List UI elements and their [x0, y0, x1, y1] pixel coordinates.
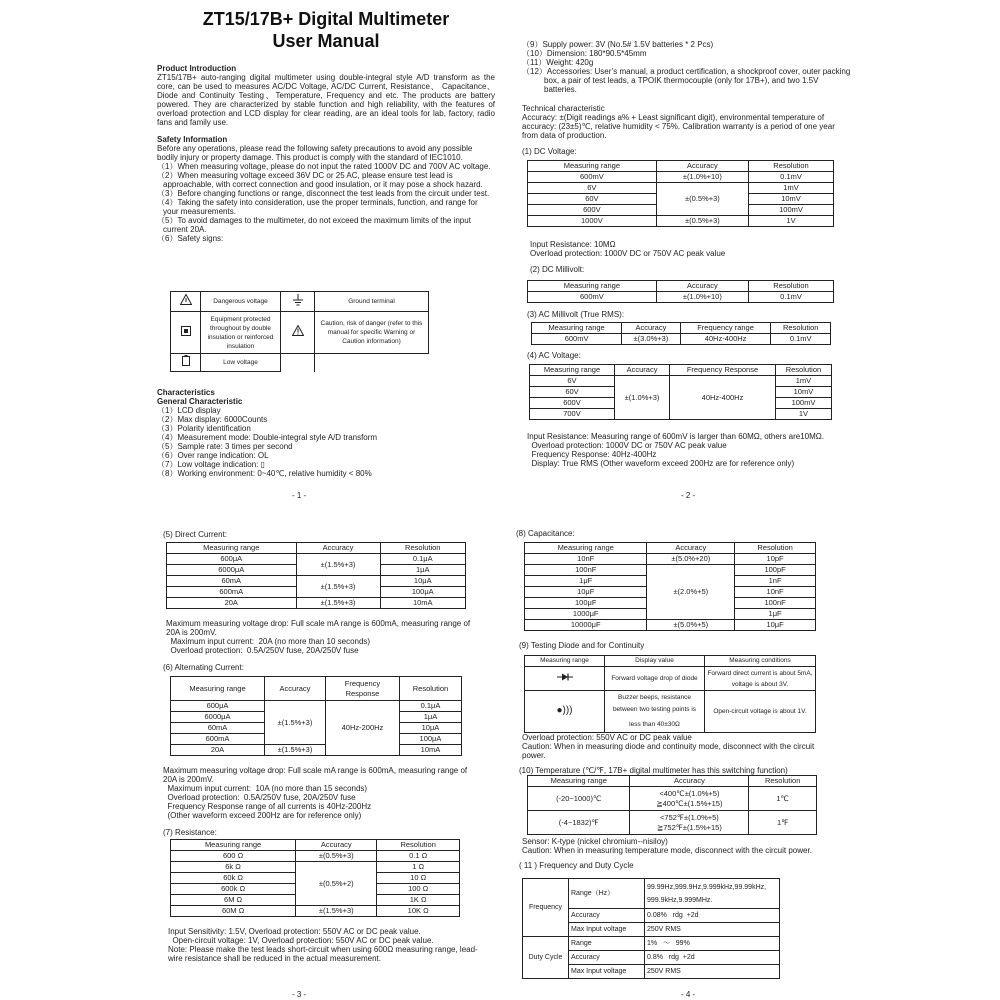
cell: ±(1.5%+3) [296, 554, 380, 576]
note: Frequency Response range of all currents is 40Hz-200Hz [163, 802, 372, 811]
range-label: Range [569, 937, 645, 951]
cell: 0.1μA [399, 701, 461, 712]
note: Open-circuit voltage: 1V, Overload protection: 550V AC or DC peak value. [168, 936, 434, 945]
spec-item: （9）Supply power: 3V (No.5# 1.5V batteries * 2 Pcs) [522, 40, 714, 49]
th: Measuring range [525, 543, 647, 554]
res-heading: (7) Resistance: [163, 828, 217, 837]
note: Maximum input current: 10A (no more than 15 seconds) [163, 784, 368, 793]
sign-ground-terminal: Ground terminal [315, 292, 429, 312]
acmv-heading: (3) AC Millivolt (True RMS): [527, 310, 625, 319]
characteristics-heading: Characteristics [157, 388, 215, 397]
th: Resolution [377, 840, 460, 851]
max-label: Max Input voltage [569, 923, 645, 937]
th: Measuring range [532, 323, 622, 334]
cell: (-4~1832)℉ [528, 811, 630, 835]
cell: 6V [530, 376, 615, 387]
cell: ±(1.5%+3) [296, 598, 380, 609]
cell: ±(5.0%+5) [647, 620, 735, 631]
cell: 10nF [525, 554, 647, 565]
dcv-heading: (1) DC Voltage: [522, 147, 577, 156]
page-number: - 3 - [292, 990, 307, 999]
th: Measuring conditions [705, 656, 816, 667]
diode-heading-wrap [519, 641, 644, 650]
general-item: （6）Over range indication: OL [157, 451, 269, 460]
page-number: - 2 - [681, 491, 696, 500]
note: Caution: When in measuring temperature mode, disconnect with the circuit power. [522, 846, 812, 855]
acv-notes [527, 432, 857, 468]
cell: 1V [749, 216, 834, 227]
cell: 600mA [167, 587, 297, 598]
freq-range-label: Range（Hz） [569, 879, 645, 909]
cell: ±(0.5%+3) [656, 216, 748, 227]
th: Frequency Response [670, 365, 776, 376]
diode-heading: (9) Testing Diode and for Continuity [519, 641, 645, 650]
th: Resolution [380, 543, 465, 554]
safety-item: （5）To avoid damages to the multimeter, do not exceed the maximum limits of the input current 20A. [157, 216, 471, 234]
note: Maximum input current: 20A (no more than 10 seconds) [166, 637, 371, 646]
cell: ±(1.5%+3) [296, 906, 377, 917]
characteristics-section [157, 388, 495, 478]
cell: 6000μA [167, 565, 297, 576]
acv-heading-wrap [527, 351, 581, 360]
cell: ±(3.0%+3) [622, 334, 681, 345]
th: Measuring range [171, 840, 296, 851]
dca-notes [163, 619, 471, 672]
th: Accuracy [656, 281, 748, 292]
general-item: （1）LCD display [157, 406, 221, 415]
acc-label: Accuracy [569, 951, 645, 965]
cell: 1μA [380, 565, 465, 576]
page-number: - 1 - [292, 491, 307, 500]
th: Frequency Response [325, 677, 399, 701]
th: Accuracy [296, 840, 377, 851]
cell: 1μF [525, 576, 647, 587]
safety-heading: Safety Information [157, 135, 228, 144]
cell: 10μA [380, 576, 465, 587]
note: Overload protection: 0.5A/250V fuse, 20A/250V fuse [163, 793, 356, 802]
buzzer-condition: Open-circuit voltage is about 1V. [705, 691, 816, 733]
general-item: （8）Working environment: 0~40℃, relative humidity < 80% [157, 469, 372, 478]
th: Measuring range [167, 543, 297, 554]
cell: ±(1.0%+3) [614, 376, 669, 420]
general-item: （4）Measurement mode: Double-integral style A/D transform [157, 433, 378, 442]
aca-notes [163, 766, 473, 837]
cell: 1000V [528, 216, 657, 227]
dc-millivolt-table [527, 280, 834, 303]
cell: 600V [528, 205, 657, 216]
aca-heading: (6) Alternating Current: [163, 663, 244, 672]
cell: 600k Ω [171, 884, 296, 895]
cell: 1V [775, 409, 831, 420]
cell: 10pF [735, 554, 816, 565]
note: Input Resistance: Measuring range of 600mV is larger than 60MΩ, others are10MΩ. [527, 432, 824, 441]
cell: 600mV [528, 292, 657, 303]
cell: ±(1.5%+3) [264, 745, 325, 756]
acc-label: Accuracy [569, 909, 645, 923]
freq-range-line: 999.9kHz,9.999MHz. [647, 896, 713, 904]
page-2 [522, 40, 852, 156]
temp-accuracy-line: ≧400℃±(1.5%+15) [656, 798, 723, 808]
cell: 0.1μA [380, 554, 465, 565]
sign-caution: Caution, risk of danger (refer to this manual for specific Warning or Caution information) [315, 312, 429, 354]
diode-condition: Forward direct current is about 5mA, voltage is about 3V. [705, 667, 816, 691]
page-1 [157, 8, 495, 243]
cell: 600 Ω [171, 851, 296, 862]
cell: 60M Ω [171, 906, 296, 917]
dca-heading: (5) Direct Current: [163, 530, 228, 539]
cell: 10mV [775, 387, 831, 398]
th: Resolution [749, 776, 817, 787]
cell: ±(1.0%+10) [656, 172, 748, 183]
th: Resolution [749, 161, 834, 172]
page-number: - 4 - [681, 990, 696, 999]
cell [630, 811, 749, 835]
acmv-heading-wrap [527, 310, 624, 319]
freq-max: 250V RMS [645, 923, 780, 937]
th: Resolution [399, 677, 461, 701]
cell: 20A [167, 598, 297, 609]
warning-triangle-icon [180, 294, 192, 305]
cell: 40Hz-400Hz [680, 334, 771, 345]
note: Frequency Response: 40Hz-400Hz [527, 450, 657, 459]
temp-accuracy-line: ≧752℉±(1.5%+15) [656, 822, 722, 832]
buzzer-display-value [605, 691, 705, 733]
sign-dangerous-voltage: Dangerous voltage [201, 292, 281, 312]
cell: 10μF [735, 620, 816, 631]
temp-accuracy-line: <400℃±(1.0%+5) [659, 788, 720, 798]
note: Note: Please make the test leads short-circuit when using 600Ω measuring range, lead-wire resistance shall be reduced in the actual measurement. [168, 945, 478, 963]
cell: 1μF [735, 609, 816, 620]
cap-heading-wrap [516, 529, 575, 538]
cell: 1μA [399, 712, 461, 723]
safety-item: （3）Before changing functions or range, disconnect the test leads from the circuit under test. [157, 189, 490, 198]
safety-item: （6）Safety signs: [157, 234, 224, 243]
dcmv-heading: (2) DC Millivolt: [530, 265, 585, 274]
th: Display value [605, 656, 705, 667]
cell: 60V [528, 194, 657, 205]
frequency-duty-table [522, 878, 780, 979]
cell: 600mV [532, 334, 622, 345]
intro-heading: Product Introduction [157, 64, 237, 73]
ground-icon [292, 294, 304, 306]
safety-list [157, 162, 495, 243]
duty-accuracy: 0.8% rdg +2d [645, 951, 780, 965]
th: Measuring range [530, 365, 615, 376]
spec-item: （12）Accessories: User’s manual, a product certification, a shockproof cover, outer packing box, a pair of test leads, a TPOIK thermocouple (only for 17B+), and two 1.5V batteries. [522, 67, 851, 94]
cell: 60V [530, 387, 615, 398]
cell: 10nF [735, 587, 816, 598]
cell: 100μF [525, 598, 647, 609]
note: (Other waveform exceed 200Hz are for reference only) [163, 811, 362, 820]
temp-accuracy-line: <752℉±(1.0%+5) [660, 812, 719, 822]
cell: 600mV [528, 172, 657, 183]
th: Accuracy [296, 543, 380, 554]
cell: 1 Ω [377, 862, 460, 873]
battery-icon [182, 355, 190, 366]
diode-icon [557, 673, 573, 681]
safety-item: （1）When measuring voltage, please do not input the rated 1000V DC and 700V AC voltage. [157, 162, 491, 171]
sign-low-voltage: Low voltage [201, 354, 281, 372]
th: Accuracy [264, 677, 325, 701]
cell: 10μA [399, 723, 461, 734]
cell: 100μA [380, 587, 465, 598]
cell: 40Hz-200Hz [325, 701, 399, 756]
cell: 600mA [171, 734, 265, 745]
note: Sensor: K-type (nickel chromium--nisiloy) [522, 837, 668, 846]
cell: 0.1mV [749, 172, 834, 183]
safety-item: （2）When measuring voltage exceed 36V DC or 25 AC, please ensure test lead is approachable, with correct connection and good insulation, or it may pose a shock hazard. [157, 171, 483, 189]
cell: 1000μF [525, 609, 647, 620]
th: Accuracy [656, 161, 748, 172]
th: Resolution [771, 323, 831, 334]
ac-millivolt-table [531, 322, 831, 345]
th: Measuring range [528, 281, 657, 292]
note: Caution: When in measuring diode and continuity mode, disconnect with the circuit power. [522, 742, 815, 760]
cell: 20A [171, 745, 265, 756]
safety-item: （4）Taking the safety into consideration, use the proper terminals, function, and range for your measurements. [157, 198, 478, 216]
note: Maximum measuring voltage drop: Full scale mA range is 600mA, measuring range of 20A is 200mV. [163, 766, 468, 784]
general-item: （5）Sample rate: 3 times per second [157, 442, 293, 451]
freq-label: Frequency [523, 879, 569, 937]
cap-heading: (8) Capacitance: [516, 529, 575, 538]
cell: ±(0.5%+3) [296, 851, 377, 862]
cell: 6M Ω [171, 895, 296, 906]
th: Measuring range [528, 776, 630, 787]
manual-subtitle: User Manual [272, 31, 380, 51]
note: Overload protection: 1000V DC or 750V AC peak value [530, 249, 726, 258]
duty-label: Duty Cycle [523, 937, 569, 979]
th: Accuracy [614, 365, 669, 376]
sign-protected: Equipment protected throughout by double insulation or reinforced insulation [201, 312, 281, 354]
freq-heading: ( 11 ) Frequency and Duty Cycle [519, 861, 634, 870]
alternating-current-table [170, 676, 462, 756]
safety-signs-table [170, 291, 429, 372]
res-notes [168, 927, 478, 963]
spec-item: （10）Dimension: 180*90.5*45mm [522, 49, 647, 58]
cell: 10μF [525, 587, 647, 598]
diode-display-value: Forward voltage drop of diode [605, 667, 705, 691]
cell: 6V [528, 183, 657, 194]
th: Measuring range [171, 677, 265, 701]
th: Resolution [775, 365, 831, 376]
cell: 6000μA [171, 712, 265, 723]
cell: 1nF [735, 576, 816, 587]
th: Accuracy [647, 543, 735, 554]
cell: 100nF [735, 598, 816, 609]
acv-heading: (4) AC Voltage: [527, 351, 581, 360]
duty-max: 250V RMS [645, 965, 780, 979]
cell: 1℉ [749, 811, 817, 835]
note: Overload protection: 550V AC or DC peak value [522, 733, 692, 742]
freq-range-value [645, 879, 780, 909]
diode-notes [519, 733, 822, 775]
manual-title: ZT15/17B+ Digital Multimeter [202, 9, 450, 29]
spec-item: （11）Weight: 420g [522, 58, 594, 67]
cell: ±(2.0%+5) [647, 565, 735, 620]
cell: 700V [530, 409, 615, 420]
cell: ±(1.5%+3) [296, 576, 380, 598]
direct-current-table [166, 542, 466, 609]
cell: 100mV [749, 205, 834, 216]
note: Maximum measuring voltage drop: Full scale mA range is 600mA, measuring range of 20A is 200mV. [166, 619, 471, 637]
cell: 10mA [380, 598, 465, 609]
cell: ±(5.0%+20) [647, 554, 735, 565]
cell: 10mV [749, 194, 834, 205]
cell: (-20~1000)℃ [528, 787, 630, 811]
cell: 10mA [399, 745, 461, 756]
cell: 60mA [167, 576, 297, 587]
cell: 1K Ω [377, 895, 460, 906]
cell: 10000μF [525, 620, 647, 631]
dca-heading-wrap [163, 530, 227, 539]
cell: 0.1 Ω [377, 851, 460, 862]
th: Accuracy [622, 323, 681, 334]
buzzer-display-line: Buzzer beeps, resistance between two testing points is [612, 694, 697, 713]
cell: ±(1.5%+3) [264, 701, 325, 745]
note: Input Sensitivity: 1.5V, Overload protection: 550V AC or DC peak value. [168, 927, 421, 936]
cell: 1mV [775, 376, 831, 387]
cell: 60k Ω [171, 873, 296, 884]
cell: 40Hz-400Hz [670, 376, 776, 420]
th: Resolution [735, 543, 816, 554]
cell: ±(1.0%+10) [656, 292, 748, 303]
caution-icon [292, 325, 304, 336]
resistance-table [170, 839, 460, 917]
cell: 100 Ω [377, 884, 460, 895]
tech-text: Accuracy: ±(Digit readings a% + Least significant digit), environmental temperature of accuracy: (23±5)℃, relative humidity < 75%. Calibration warranty is a period of one year from data of production. [522, 113, 835, 140]
max-label: Max Input voltage [569, 965, 645, 979]
cell: 1℃ [749, 787, 817, 811]
th: Measuring range [525, 656, 605, 667]
buzzer-display-line: less than 40±30Ω [629, 721, 680, 728]
note: Display: True RMS (Other waveform exceed 200Hz are for reference only) [527, 459, 795, 468]
th: Resolution [749, 281, 834, 292]
general-item: （2）Max display: 6000Counts [157, 415, 268, 424]
cell: 100μA [399, 734, 461, 745]
safety-text: Before any operations, please read the following safety precautions to avoid any possible bodily injury or property damage. This product is comply with the standard of IEC1010. [157, 144, 473, 162]
tech-heading: Technical characteristic [522, 104, 605, 113]
temp-heading: (10) Temperature (℃/℉, 17B+ digital multimeter has this switching function) [519, 766, 788, 775]
double-insulation-icon [181, 326, 191, 336]
diode-continuity-table [524, 655, 816, 733]
cell: 60mA [171, 723, 265, 734]
cell: 100mV [775, 398, 831, 409]
temp-notes [519, 837, 822, 870]
cell: ±(0.5%+2) [296, 862, 377, 906]
ac-voltage-table [529, 364, 832, 420]
dcv-notes [530, 240, 850, 274]
th: Measuring range [528, 161, 657, 172]
capacitance-table [524, 542, 816, 631]
duty-range: 1% ～ 99% [645, 937, 780, 951]
note: Overload protection: 1000V DC or 750V AC peak value [527, 441, 727, 450]
cell: 100pF [735, 565, 816, 576]
dc-voltage-table [527, 160, 834, 227]
cell: 0.1mV [771, 334, 831, 345]
cell: 10K Ω [377, 906, 460, 917]
intro-text: ZT15/17B+ auto-ranging digital multimeter using double-integral style A/D transform as the core, can be used to measures AC/DC Voltage, AC/DC Current, Resistance、 Capacitance、Diode and Continuity Testing、Temperature, Frequency and etc. The products are battery powered. They are characterized by stable function and high reliability, with the features of overload protection and LCD display for clear reading, are an ideal tools for lab, factory, radio fans and family use. [157, 73, 495, 127]
general-item: （3）Polarity identification [157, 424, 251, 433]
cell: ±(0.5%+3) [656, 183, 748, 216]
th: Accuracy [630, 776, 749, 787]
note: Overload protection: 0.5A/250V fuse, 20A/250V fuse [166, 646, 359, 655]
cell: 600μA [167, 554, 297, 565]
general-heading: General Characteristic [157, 397, 243, 406]
cell: 1mV [749, 183, 834, 194]
cell [630, 787, 749, 811]
th: Frequency range [680, 323, 771, 334]
cell: 600μA [171, 701, 265, 712]
cell: 600V [530, 398, 615, 409]
cell: 100nF [525, 565, 647, 576]
freq-range-line: 99.99Hz,999.9Hz,9.999kHz,99.99kHz, [647, 883, 767, 891]
cell: 10 Ω [377, 873, 460, 884]
general-item: （7）Low voltage indication: ▯ [157, 460, 266, 469]
cell: 6k Ω [171, 862, 296, 873]
buzzer-icon: ●))) [556, 705, 573, 716]
temperature-table [527, 775, 817, 835]
note: Input Resistance: 10MΩ [530, 240, 616, 249]
freq-accuracy: 0.08% rdg +2d [645, 909, 780, 923]
cell: 0.1mV [749, 292, 834, 303]
